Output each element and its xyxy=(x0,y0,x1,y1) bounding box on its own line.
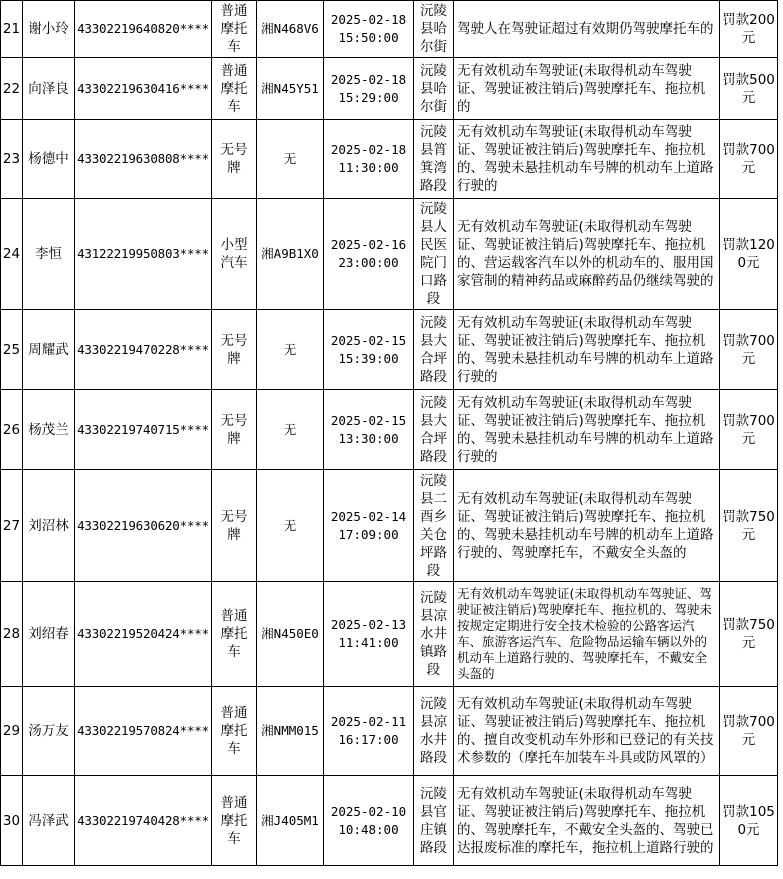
violation-description: 驾驶人在驾驶证超过有效期仍驾驶摩托车的 xyxy=(454,1,720,58)
person-name: 刘沼林 xyxy=(23,470,75,582)
row-number: 28 xyxy=(1,582,23,687)
person-name: 向泽良 xyxy=(23,58,75,120)
violation-datetime xyxy=(324,687,414,776)
row-number: 26 xyxy=(1,390,23,470)
violation-date: 2025-02-18 xyxy=(330,71,407,87)
id-number: 43302219640820**** xyxy=(75,1,212,58)
person-name: 刘绍春 xyxy=(23,582,75,687)
violation-location: 沅陵县哈尔街 xyxy=(414,58,454,120)
violation-description: 无有效机动车驾驶证(未取得机动车驾驶证、驾驶证被注销后)驾驶摩托车、拖拉机的、驾驶未按规定定期进行安全技术检验的公路客运汽车、旅游客运汽车、危险物品运输车辆以外的机动车上道路行驶的、驾驶摩托车，不戴安全头盔的 xyxy=(454,582,720,687)
penalty: 罚款1050元 xyxy=(720,776,778,866)
violation-location: 沅陵县二酉乡关仓坪路段 xyxy=(414,470,454,582)
vehicle-type: 普通摩托车 xyxy=(212,1,257,58)
violation-description: 无有效机动车驾驶证(未取得机动车驾驶证、驾驶证被注销后)驾驶摩托车、拖拉机的、驾驶未悬挂机动车号牌的机动车上道路行驶的 xyxy=(454,390,720,470)
plate-number: 湘N45Y51 xyxy=(257,58,324,120)
violation-location: 沅陵县大合坪路段 xyxy=(414,390,454,470)
violation-time: 10:48:00 xyxy=(338,821,399,837)
violation-location: 沅陵县人民医院门口路段 xyxy=(414,199,454,310)
plate-number: 湘NMM015 xyxy=(257,687,324,776)
violation-time: 17:09:00 xyxy=(338,526,399,542)
violation-time: 11:30:00 xyxy=(338,160,399,175)
violation-location: 沅陵县大合坪路段 xyxy=(414,310,454,390)
vehicle-type: 普通摩托车 xyxy=(212,58,257,120)
plate-number: 无 xyxy=(257,120,324,199)
person-name: 杨德中 xyxy=(23,120,75,199)
person-name: 周耀武 xyxy=(23,310,75,390)
violation-description: 无有效机动车驾驶证(未取得机动车驾驶证、驾驶证被注销后)驾驶摩托车、拖拉机的 xyxy=(454,58,720,120)
table-row xyxy=(1,1,778,58)
vehicle-type: 普通摩托车 xyxy=(212,687,257,776)
violation-location: 沅陵县凉水井路段 xyxy=(414,687,454,776)
penalty: 罚款750元 xyxy=(720,470,778,582)
vehicle-type: 普通摩托车 xyxy=(212,582,257,687)
violation-description: 无有效机动车驾驶证(未取得机动车驾驶证、驾驶证被注销后)驾驶摩托车、拖拉机的、营运载客汽车以外的机动车的、服用国家管制的精神药品或麻醉药品仍继续驾驶的 xyxy=(454,199,720,310)
person-name: 汤万友 xyxy=(23,687,75,776)
plate-number: 无 xyxy=(257,470,324,582)
violation-time: 23:00:00 xyxy=(338,255,399,270)
id-number: 43122219950803**** xyxy=(75,199,212,310)
id-number: 43302219630620**** xyxy=(75,470,212,582)
violation-date: 2025-02-11 xyxy=(330,714,407,729)
person-name: 谢小玲 xyxy=(23,1,75,58)
id-number: 43302219740715**** xyxy=(75,390,212,470)
violation-location: 沅陵县筲箕湾路段 xyxy=(414,120,454,199)
violation-datetime xyxy=(324,58,414,120)
id-number: 43302219740428**** xyxy=(75,776,212,866)
penalty: 罚款1200元 xyxy=(720,199,778,310)
violation-datetime xyxy=(324,199,414,310)
violation-date: 2025-02-10 xyxy=(330,803,407,819)
penalty: 罚款700元 xyxy=(720,310,778,390)
row-number: 21 xyxy=(1,1,23,58)
person-name: 李恒 xyxy=(23,199,75,310)
violation-datetime xyxy=(324,470,414,582)
penalty: 罚款700元 xyxy=(720,120,778,199)
table-row xyxy=(1,776,778,866)
violation-datetime xyxy=(324,120,414,199)
table-row xyxy=(1,58,778,120)
violation-description: 无有效机动车驾驶证(未取得机动车驾驶证、驾驶证被注销后)驾驶摩托车、拖拉机的、擅自改变机动车外形和已登记的有关技术参数的（摩托车加装车斗具或防风罩的） xyxy=(454,687,720,776)
violation-datetime xyxy=(324,390,414,470)
violation-description: 无有效机动车驾驶证(未取得机动车驾驶证、驾驶证被注销后)驾驶摩托车、拖拉机的、驾驶未悬挂机动车号牌的机动车上道路行驶的 xyxy=(454,310,720,390)
penalty: 罚款200元 xyxy=(720,1,778,58)
plate-number: 湘N450E0 xyxy=(257,582,324,687)
violation-time: 11:41:00 xyxy=(338,635,399,650)
vehicle-type: 普通摩托车 xyxy=(212,776,257,866)
plate-number: 湘A9B1X0 xyxy=(257,199,324,310)
violation-date: 2025-02-16 xyxy=(330,237,407,252)
penalty: 罚款700元 xyxy=(720,390,778,470)
violation-date: 2025-02-18 xyxy=(330,142,407,157)
violation-description: 无有效机动车驾驶证(未取得机动车驾驶证、驾驶证被注销后)驾驶摩托车、拖拉机的、驾驶未悬挂机动车号牌的机动车上道路行驶的 xyxy=(454,120,720,199)
id-number: 43302219470228**** xyxy=(75,310,212,390)
violation-datetime xyxy=(324,582,414,687)
row-number: 22 xyxy=(1,58,23,120)
violation-datetime xyxy=(324,776,414,866)
table-row xyxy=(1,199,778,310)
penalty: 罚款700元 xyxy=(720,687,778,776)
person-name: 冯泽武 xyxy=(23,776,75,866)
table-row xyxy=(1,687,778,776)
table-row xyxy=(1,390,778,470)
row-number: 29 xyxy=(1,687,23,776)
vehicle-type: 小型汽车 xyxy=(212,199,257,310)
plate-number: 湘N468V6 xyxy=(257,1,324,58)
violation-date: 2025-02-14 xyxy=(330,508,407,524)
violation-time: 15:39:00 xyxy=(338,350,399,366)
violation-date: 2025-02-15 xyxy=(330,332,407,348)
id-number: 43302219520424**** xyxy=(75,582,212,687)
id-number: 43302219630416**** xyxy=(75,58,212,120)
table-row xyxy=(1,120,778,199)
vehicle-type: 无号牌 xyxy=(212,470,257,582)
vehicle-type: 无号牌 xyxy=(212,390,257,470)
violation-datetime xyxy=(324,310,414,390)
violation-time: 15:50:00 xyxy=(338,30,399,45)
table-row xyxy=(1,310,778,390)
violation-time: 16:17:00 xyxy=(338,732,399,747)
row-number: 24 xyxy=(1,199,23,310)
row-number: 23 xyxy=(1,120,23,199)
vehicle-type: 无号牌 xyxy=(212,310,257,390)
violation-location: 沅陵县凉水井镇路段 xyxy=(414,582,454,687)
id-number: 43302219630808**** xyxy=(75,120,212,199)
plate-number: 无 xyxy=(257,390,324,470)
violation-date: 2025-02-15 xyxy=(330,412,407,428)
violation-description: 无有效机动车驾驶证(未取得机动车驾驶证、驾驶证被注销后)驾驶摩托车、拖拉机的、驾驶摩托车，不戴安全头盔的、驾驶已达报废标准的摩托车，拖拉机上道路行驶的 xyxy=(454,776,720,866)
person-name: 杨茂兰 xyxy=(23,390,75,470)
violation-time: 13:30:00 xyxy=(338,430,399,446)
row-number: 27 xyxy=(1,470,23,582)
violation-location: 沅陵县官庄镇路段 xyxy=(414,776,454,866)
row-number: 30 xyxy=(1,776,23,866)
plate-number: 无 xyxy=(257,310,324,390)
violation-description: 无有效机动车驾驶证(未取得机动车驾驶证、驾驶证被注销后)驾驶摩托车、拖拉机的、驾驶未悬挂机动车号牌的机动车上道路行驶的、驾驶摩托车，不戴安全头盔的 xyxy=(454,470,720,582)
violation-date: 2025-02-18 xyxy=(330,12,407,27)
id-number: 43302219570824**** xyxy=(75,687,212,776)
violation-location: 沅陵县哈尔街 xyxy=(414,1,454,58)
table-row xyxy=(1,470,778,582)
row-number: 25 xyxy=(1,310,23,390)
violation-date: 2025-02-13 xyxy=(330,617,407,632)
violation-datetime xyxy=(324,1,414,58)
violation-time: 15:29:00 xyxy=(338,89,399,105)
penalty: 罚款750元 xyxy=(720,582,778,687)
table-row xyxy=(1,582,778,687)
plate-number: 湘J405M1 xyxy=(257,776,324,866)
vehicle-type: 无号牌 xyxy=(212,120,257,199)
penalty: 罚款500元 xyxy=(720,58,778,120)
